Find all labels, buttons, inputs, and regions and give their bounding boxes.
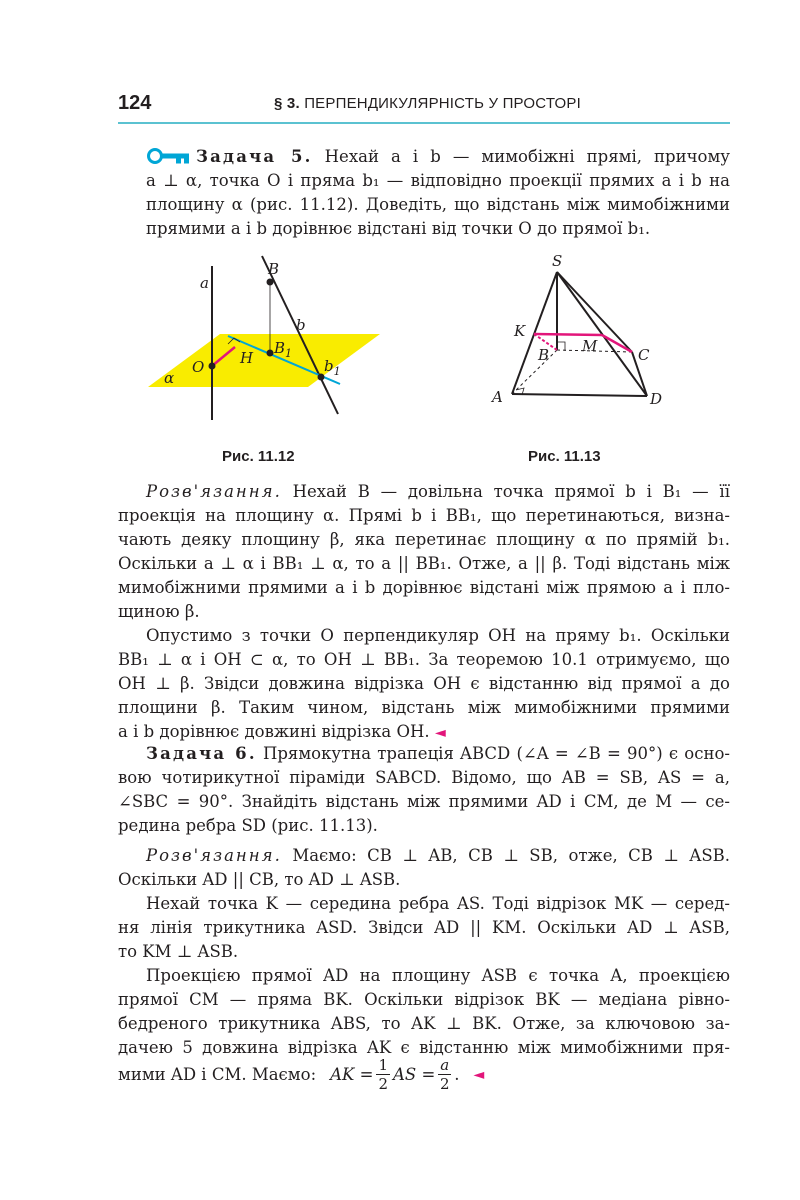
task5-label: Задача 5. (196, 147, 313, 166)
formula-mid: AS = (393, 1065, 436, 1084)
fig2-label-S: S (552, 252, 563, 270)
fig1-label-b1: $b_1$ (324, 357, 341, 378)
fig2-label-M: M (582, 337, 598, 355)
solution5-paragraph: Розв'язання. Нехай B — довільна точка прямої b і B₁ — її проекція на площину α. Прямі b і BB₁, що перетинаються, визна- чають деяку площину β, яка перетинає площину α по прямій b₁. Оскільки a ⊥ α і BB₁ ⊥ α, то a || BB₁. Отже, a || β. Тоді відстань між мимобіжними прямими a і b дорівнює відстані між прямою a і пло- щиною β. Опустимо з точки O перпендикуляр OH на пряму b₁. Оскільки BB₁ ⊥ α і OH ⊂ α, то OH ⊥ BB₁. За теоремою 10.1 отримуємо, що OH ⊥ β. Звідси довжина відрізка OH є відстанню від прямої a до площини β. Таким чином, відстань між мимобіжними прямими a і b дорівнює довжині відрізка OH. ◄ (118, 482, 730, 741)
solution6-paragraph: Розв'язання. Маємо: CB ⊥ AB, CB ⊥ SB, отже, CB ⊥ ASB. Оскільки AD || CB, то AD ⊥ ASB. Нехай точка K — середина ребра AS. Тоді відрізок MK — серед- ня лінія трикутника ASD. Звідси AD || KM. Оскільки AD ⊥ ASB, то KM ⊥ ASB. Проекцією прямої AD на площину ASB є точка A, проекцією прямої CM — пряма BK. Оскільки відрізок BK — медіана рівно- бедреного трикутника ABS, то AK ⊥ BK. Отже, за ключовою за- дачею 5 довжина відрізка AK є відстанню між мимобіжними пря- (118, 846, 730, 1057)
plane-alpha (148, 334, 380, 387)
task6-label: Задача 6. (146, 744, 257, 763)
caption-fig-11-13: Рис. 11.13 (528, 448, 601, 465)
final-formula-line: мими AD і CM. Маємо: AK = $\frac{1}{2}$ AS = $\frac{a}{2}$ . ◄ (118, 1056, 485, 1093)
fig1-label-b: b (296, 316, 306, 334)
fraction-a-half: $\frac{a}{2}$ (440, 1056, 450, 1093)
fig1-label-alpha: α (164, 369, 175, 387)
figure-11-13 (480, 252, 680, 422)
solution6-label: Розв'язання. (146, 846, 282, 865)
task5-paragraph: Задача 5. Нехай a і b — мимобіжні прямі, причому a ⊥ α, точка O і пряма b₁ — відповідно проекції прямих a і b на площину α (рис. 11.12). Доведіть, що відстань між мимобіжними прямими a і b дорівнює відстані від точки O до прямої b₁. (146, 147, 730, 238)
page-number: 124 (118, 92, 152, 114)
fig2-label-D: D (650, 390, 663, 408)
fig1-label-H: H (240, 349, 254, 367)
fig2-label-B: B (538, 346, 550, 364)
fig2-label-K: K (514, 322, 526, 340)
end-mark-icon: ◄ (434, 725, 446, 741)
end-mark-icon: ◄ (473, 1066, 485, 1083)
figure-11-12 (140, 252, 390, 432)
solution5-label: Розв'язання. (146, 482, 282, 501)
task6-paragraph: Задача 6. Прямокутна трапеція ABCD (∠A = ∠B = 90°) є осно- вою чотирикутної піраміди SABCD. Відомо, що AB = SB, AS = a, ∠SBC = 90°. Знайдіть відстань між прямими AD і CM, де M — се- редина ребра SD (рис. 11.13). (118, 744, 730, 835)
edge-ab (512, 350, 557, 394)
fig2-label-C: C (638, 346, 650, 364)
page-header (118, 90, 730, 124)
fig2-label-A: A (492, 388, 503, 406)
segment-km (534, 334, 602, 335)
fig1-label-B: B (268, 260, 280, 278)
section-title: § 3. ПЕРПЕНДИКУЛЯРНІСТЬ У ПРОСТОРІ (274, 95, 581, 112)
fig1-label-O: O (192, 358, 205, 376)
fraction-one-half: $\frac{1}{2}$ (378, 1056, 388, 1093)
segment-mc (602, 335, 632, 352)
caption-fig-11-12: Рис. 11.12 (222, 448, 295, 465)
edge-ad (512, 394, 647, 396)
formula-lhs: AK = (330, 1065, 374, 1084)
fig1-label-B1: $B_1$ (274, 339, 293, 360)
fig1-label-a: a (200, 274, 209, 292)
